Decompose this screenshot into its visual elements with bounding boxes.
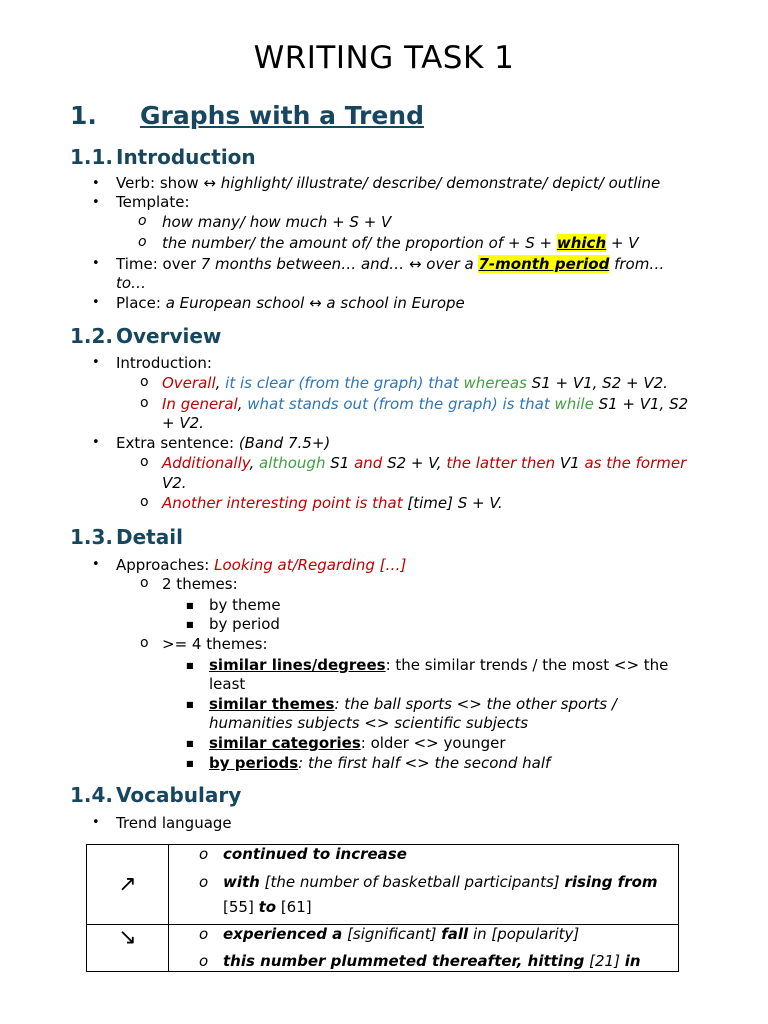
theme-item: similar categories: older <> younger xyxy=(209,734,506,752)
bullet-icon: • xyxy=(92,557,100,572)
subsection-heading-detail xyxy=(70,525,183,549)
place-line: Place: a European school ↔ a school in Europe xyxy=(116,294,465,312)
circle-bullet-icon: o xyxy=(199,925,209,943)
template-label: Template: xyxy=(116,193,190,211)
circle-bullet-icon: o xyxy=(199,952,209,970)
table-row xyxy=(87,925,679,972)
theme-item-cont: least xyxy=(209,675,246,693)
vocab-item-cont: [55] to [61] xyxy=(223,898,312,916)
document-title: WRITING TASK 1 xyxy=(253,40,515,76)
approaches-line: Approaches: Looking at/Regarding […] xyxy=(116,556,407,574)
square-bullet-icon: ■ xyxy=(186,700,194,709)
subsection-heading-vocabulary xyxy=(70,783,241,807)
bullet-icon: • xyxy=(92,355,100,370)
square-bullet-icon: ■ xyxy=(186,661,194,670)
subsection-title: Overview xyxy=(116,324,222,348)
subsection-title: Detail xyxy=(116,525,183,549)
theme-item: by period xyxy=(209,615,280,633)
subsection-heading-introduction xyxy=(70,145,256,169)
section-number: 1. xyxy=(70,101,97,130)
overview-sentence: Overall, it is clear (from the graph) that whereas S1 + V1, S2 + V2. xyxy=(162,374,668,392)
down-arrow-icon: ↘ xyxy=(87,925,169,972)
circle-bullet-icon: o xyxy=(140,635,149,651)
subsection-title: Vocabulary xyxy=(116,783,242,807)
subsection-number: 1.3. xyxy=(70,525,114,549)
circle-bullet-icon: o xyxy=(199,845,209,863)
theme-item: by periods: the first half <> the second half xyxy=(209,754,551,772)
template-item: the number/ the amount of/ the proportion of + S + which + V xyxy=(162,234,639,252)
themes-label: 2 themes: xyxy=(162,575,238,593)
circle-bullet-icon: o xyxy=(140,575,149,591)
circle-bullet-icon: o xyxy=(138,213,147,229)
vocabulary-table xyxy=(86,844,679,972)
vocab-item: o this number plummeted thereafter, hitting [21] in xyxy=(199,952,641,970)
square-bullet-icon: ■ xyxy=(186,759,194,768)
themes-label: >= 4 themes: xyxy=(162,635,268,653)
square-bullet-icon: ■ xyxy=(186,739,194,748)
circle-bullet-icon: o xyxy=(140,374,149,390)
subsection-heading-overview xyxy=(70,324,221,348)
bullet-icon: • xyxy=(92,295,100,310)
theme-item: similar lines/degrees: the similar trends / the most <> the xyxy=(209,656,669,674)
circle-bullet-icon: o xyxy=(199,873,209,891)
bullet-icon: • xyxy=(92,195,100,210)
verb-line: Verb: show ↔ highlight/ illustrate/ describe/ demonstrate/ depict/ outline xyxy=(116,174,661,192)
extra-sentence: Additionally, although S1 and S2 + V, the latter then V1 as the former xyxy=(162,454,687,472)
overview-sentence-cont: + V2. xyxy=(162,414,204,432)
circle-bullet-icon: o xyxy=(138,234,147,250)
overview-intro-label: Introduction: xyxy=(116,354,212,372)
square-bullet-icon: ■ xyxy=(186,620,194,629)
square-bullet-icon: ■ xyxy=(186,601,194,610)
bullet-icon: • xyxy=(92,256,100,271)
theme-item-cont: humanities subjects <> scientific subjects xyxy=(209,714,529,732)
theme-item: similar themes: the ball sports <> the other sports / xyxy=(209,695,617,713)
theme-item: by theme xyxy=(209,596,281,614)
template-item: how many/ how much + S + V xyxy=(162,213,392,231)
circle-bullet-icon: o xyxy=(140,454,149,470)
subsection-number: 1.1. xyxy=(70,145,114,169)
circle-bullet-icon: o xyxy=(140,494,149,510)
time-line: Time: over 7 months between… and… ↔ over a 7-month period from… xyxy=(116,255,665,273)
bullet-icon: • xyxy=(92,435,100,450)
subsection-title: Introduction xyxy=(116,145,256,169)
extra-sentence: Another interesting point is that [time] S + V. xyxy=(162,494,503,512)
table-cell xyxy=(169,845,679,925)
up-arrow-icon: ↗ xyxy=(87,845,169,925)
vocab-item: o with [the number of basketball participants] rising from xyxy=(199,873,658,891)
circle-bullet-icon: o xyxy=(140,395,149,411)
table-cell xyxy=(169,925,679,972)
extra-sentence-cont: V2. xyxy=(162,474,187,492)
section-title: Graphs with a Trend xyxy=(140,101,424,130)
overview-sentence: In general, what stands out (from the graph) is that while S1 + V1, S2 xyxy=(162,395,689,413)
trend-language-label: Trend language xyxy=(116,814,232,832)
vocab-item: o continued to increase xyxy=(199,845,407,863)
subsection-number: 1.2. xyxy=(70,324,114,348)
vocab-item: o experienced a [significant] fall in [popularity] xyxy=(199,925,580,943)
extra-sentence-label: Extra sentence: (Band 7.5+) xyxy=(116,434,331,452)
time-line-cont: to… xyxy=(116,274,147,292)
bullet-icon: • xyxy=(92,815,100,830)
table-row xyxy=(87,845,679,925)
bullet-icon: • xyxy=(92,176,100,191)
subsection-number: 1.4. xyxy=(70,783,114,807)
